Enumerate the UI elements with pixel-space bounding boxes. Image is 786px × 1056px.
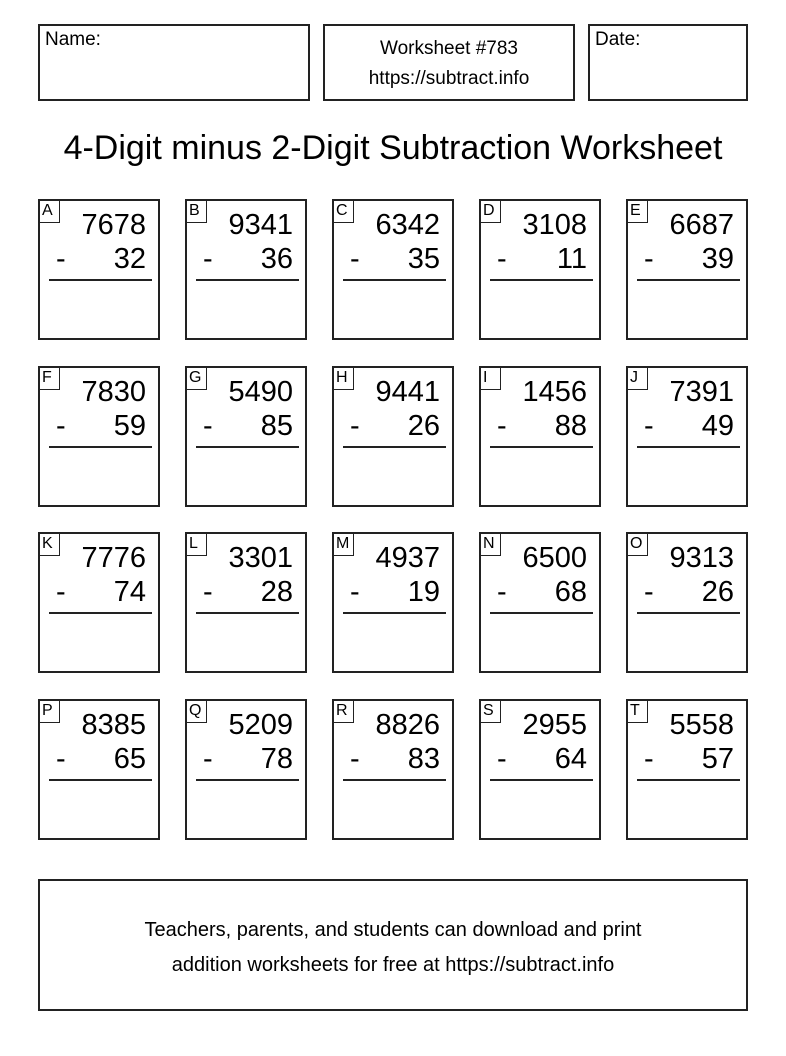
problem-card <box>626 532 748 673</box>
minuend: 8826 <box>375 709 440 741</box>
subtrahend: 19 <box>407 576 440 608</box>
footer-line-2: addition worksheets for free at https://subtract.info <box>171 954 615 976</box>
answer-line <box>343 779 446 781</box>
subtrahend: 35 <box>407 243 440 275</box>
minus-sign: - <box>203 576 213 608</box>
subtrahend: 26 <box>407 410 440 442</box>
minus-sign: - <box>644 576 654 608</box>
problem-letter: J <box>628 368 648 390</box>
subtrahend: 59 <box>113 410 146 442</box>
minuend: 3108 <box>522 209 587 241</box>
subtrahend: 32 <box>113 243 146 275</box>
minuend: 7830 <box>81 376 146 408</box>
date-label: Date: <box>595 29 641 50</box>
minuend: 7776 <box>81 542 146 574</box>
minuend: 5209 <box>228 709 293 741</box>
problem-card <box>38 532 160 673</box>
minus-sign: - <box>56 576 66 608</box>
subtrahend: 85 <box>260 410 293 442</box>
minuend: 5490 <box>228 376 293 408</box>
subtrahend: 26 <box>701 576 734 608</box>
minuend: 4937 <box>375 542 440 574</box>
subtrahend: 68 <box>554 576 587 608</box>
problem-card <box>185 532 307 673</box>
problem-card <box>626 199 748 340</box>
worksheet-number: Worksheet #783 <box>379 38 518 59</box>
problem-card <box>332 199 454 340</box>
problem-letter: K <box>40 534 60 556</box>
minus-sign: - <box>350 410 360 442</box>
problem-card <box>38 366 160 507</box>
problem-card <box>479 366 601 507</box>
problem-letter: E <box>628 201 648 223</box>
footer-box <box>38 879 748 1011</box>
subtrahend: 36 <box>260 243 293 275</box>
answer-line <box>490 779 593 781</box>
footer-line-1: Teachers, parents, and students can download and print <box>144 919 642 941</box>
worksheet-url: https://subtract.info <box>368 68 530 89</box>
answer-line <box>49 612 152 614</box>
subtrahend: 88 <box>554 410 587 442</box>
problem-card <box>185 366 307 507</box>
subtrahend: 64 <box>554 743 587 775</box>
problem-letter: C <box>334 201 354 223</box>
answer-line <box>196 279 299 281</box>
minuend: 1456 <box>522 376 587 408</box>
problem-letter: M <box>334 534 354 556</box>
minus-sign: - <box>56 410 66 442</box>
minus-sign: - <box>203 743 213 775</box>
answer-line <box>490 612 593 614</box>
page-title: 4-Digit minus 2-Digit Subtraction Worksheet <box>63 129 723 167</box>
date-field-box[interactable] <box>588 24 748 101</box>
answer-line <box>637 779 740 781</box>
problem-card <box>332 532 454 673</box>
minuend: 9313 <box>669 542 734 574</box>
problem-letter: T <box>628 701 648 723</box>
name-label: Name: <box>45 29 101 50</box>
subtrahend: 78 <box>260 743 293 775</box>
problem-letter: F <box>40 368 60 390</box>
answer-line <box>490 279 593 281</box>
minuend: 9441 <box>375 376 440 408</box>
answer-line <box>196 612 299 614</box>
minus-sign: - <box>203 243 213 275</box>
problem-letter: L <box>187 534 207 556</box>
minuend: 8385 <box>81 709 146 741</box>
subtrahend: 28 <box>260 576 293 608</box>
name-field-box[interactable] <box>38 24 310 101</box>
problem-card <box>479 699 601 840</box>
problem-card <box>332 366 454 507</box>
subtrahend: 65 <box>113 743 146 775</box>
minus-sign: - <box>644 743 654 775</box>
answer-line <box>49 279 152 281</box>
problem-letter: S <box>481 701 501 723</box>
subtrahend: 39 <box>701 243 734 275</box>
answer-line <box>637 612 740 614</box>
minus-sign: - <box>497 576 507 608</box>
minuend: 7678 <box>81 209 146 241</box>
problem-card <box>38 699 160 840</box>
answer-line <box>637 279 740 281</box>
minuend: 6500 <box>522 542 587 574</box>
subtrahend: 49 <box>701 410 734 442</box>
problem-card <box>332 699 454 840</box>
minuend: 6342 <box>375 209 440 241</box>
minuend: 3301 <box>228 542 293 574</box>
problem-card <box>626 699 748 840</box>
problem-letter: O <box>628 534 648 556</box>
minuend: 7391 <box>669 376 734 408</box>
minus-sign: - <box>350 576 360 608</box>
problem-letter: A <box>40 201 60 223</box>
minus-sign: - <box>644 410 654 442</box>
problem-letter: P <box>40 701 60 723</box>
problem-card <box>479 532 601 673</box>
problem-card <box>626 366 748 507</box>
problem-card <box>479 199 601 340</box>
minus-sign: - <box>350 743 360 775</box>
minus-sign: - <box>497 743 507 775</box>
minus-sign: - <box>56 243 66 275</box>
minus-sign: - <box>497 410 507 442</box>
answer-line <box>196 446 299 448</box>
problem-letter: R <box>334 701 354 723</box>
subtrahend: 11 <box>556 243 587 275</box>
problem-letter: G <box>187 368 207 390</box>
problem-letter: H <box>334 368 354 390</box>
answer-line <box>343 279 446 281</box>
answer-line <box>49 779 152 781</box>
subtrahend: 57 <box>701 743 734 775</box>
subtrahend: 83 <box>407 743 440 775</box>
problem-card <box>185 199 307 340</box>
problem-letter: I <box>481 368 501 390</box>
answer-line <box>343 446 446 448</box>
minus-sign: - <box>56 743 66 775</box>
problem-letter: B <box>187 201 207 223</box>
minus-sign: - <box>497 243 507 275</box>
worksheet-info-box <box>323 24 575 101</box>
minuend: 5558 <box>669 709 734 741</box>
subtrahend: 74 <box>113 576 146 608</box>
problem-card <box>185 699 307 840</box>
minus-sign: - <box>350 243 360 275</box>
answer-line <box>343 612 446 614</box>
minus-sign: - <box>644 243 654 275</box>
problem-letter: Q <box>187 701 207 723</box>
answer-line <box>196 779 299 781</box>
minuend: 6687 <box>669 209 734 241</box>
answer-line <box>637 446 740 448</box>
answer-line <box>490 446 593 448</box>
problem-letter: D <box>481 201 501 223</box>
minuend: 9341 <box>228 209 293 241</box>
minus-sign: - <box>203 410 213 442</box>
problem-letter: N <box>481 534 501 556</box>
answer-line <box>49 446 152 448</box>
problem-card <box>38 199 160 340</box>
minuend: 2955 <box>522 709 587 741</box>
